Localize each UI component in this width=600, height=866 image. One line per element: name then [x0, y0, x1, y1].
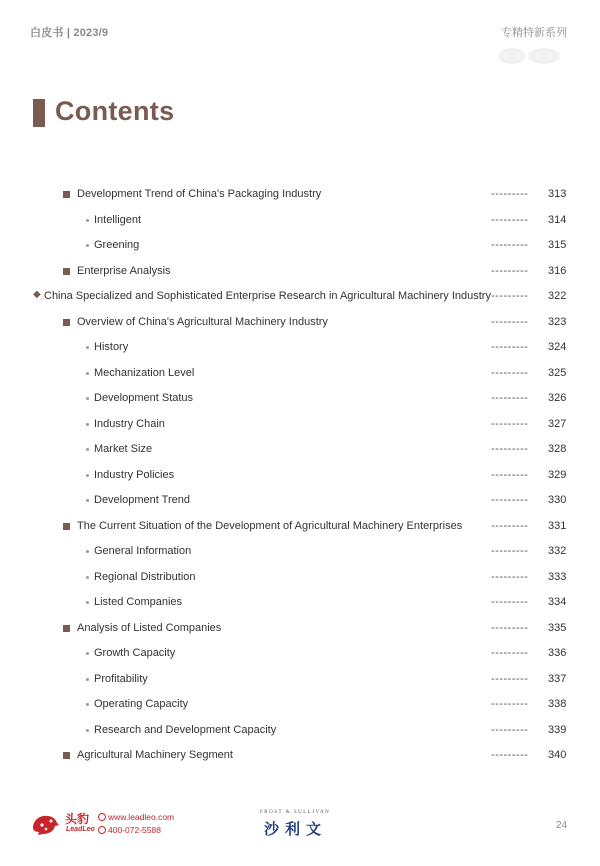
toc-page-number: 340 — [548, 749, 567, 761]
leadleo-leopard-logo-icon — [30, 808, 60, 838]
website-link[interactable]: www.leadleo.com — [108, 812, 175, 822]
toc-leader: --------- — [491, 723, 529, 736]
header-right-text: 专精特新系列 — [501, 27, 567, 39]
toc-entry-label: Agricultural Machinery Segment — [77, 749, 233, 761]
toc-page-number: 316 — [548, 264, 567, 277]
toc-leader: --------- — [491, 494, 529, 506]
toc-leader: --------- — [491, 468, 529, 481]
diamond-bullet-icon: ◆ — [33, 289, 41, 300]
phone-number: 400-072-5588 — [108, 825, 161, 835]
dot-bullet-icon — [86, 576, 89, 579]
dot-bullet-icon — [86, 474, 89, 477]
toc-page-number: 313 — [548, 188, 567, 200]
watermark-logo-icon — [494, 44, 564, 66]
toc-page-number: 330 — [548, 494, 567, 506]
toc-entry-label: Regional Distribution — [94, 570, 196, 583]
toc-row[interactable] — [0, 565, 600, 590]
header-left-text: 白皮书 | 2023/9 — [30, 27, 109, 39]
toc-row[interactable] — [0, 412, 600, 437]
toc-page-number: 335 — [548, 621, 567, 634]
dot-bullet-icon — [86, 499, 89, 502]
toc-entry-label: Development Trend — [94, 494, 190, 506]
toc-leader: --------- — [491, 672, 529, 685]
toc-leader: --------- — [491, 443, 529, 455]
toc-entry-label: Growth Capacity — [94, 647, 176, 659]
toc-entry-label: Profitability — [94, 672, 148, 685]
toc-entry-label: The Current Situation of the Development of Agricultural Machinery Enterprises — [77, 519, 463, 532]
toc-row[interactable] — [0, 182, 600, 207]
toc-row[interactable] — [0, 284, 600, 309]
toc-row[interactable] — [0, 488, 600, 513]
toc-entry-label: General Information — [94, 545, 192, 557]
toc-row[interactable] — [0, 718, 600, 743]
toc-entry-label: Research and Development Capacity — [94, 723, 277, 736]
dot-bullet-icon — [86, 423, 89, 426]
toc-leader: --------- — [491, 647, 529, 659]
toc-leader: --------- — [491, 570, 529, 583]
dot-bullet-icon — [86, 729, 89, 732]
leadleo-logo-cn: 头豹 — [65, 812, 90, 826]
web-icon — [98, 813, 106, 821]
toc-leader: --------- — [491, 392, 529, 404]
toc-row[interactable] — [0, 386, 600, 411]
page-title: Contents — [55, 96, 175, 126]
toc-entry-label: Mechanization Level — [94, 366, 195, 379]
toc-page-number: 328 — [548, 443, 567, 455]
toc-entry-label: Development Status — [94, 392, 194, 404]
toc-entry-label: Greening — [94, 239, 140, 251]
toc-leader: --------- — [491, 341, 529, 353]
toc-page-number: 331 — [548, 519, 567, 532]
dot-bullet-icon — [86, 678, 89, 681]
page-number: 24 — [556, 820, 568, 831]
square-bullet-icon — [63, 523, 70, 530]
toc-row[interactable] — [0, 667, 600, 692]
toc-entry-label: Analysis of Listed Companies — [77, 621, 222, 634]
toc-row[interactable] — [0, 208, 600, 233]
toc-page-number: 332 — [548, 545, 567, 557]
toc-page-number: 338 — [548, 698, 567, 710]
toc-row[interactable] — [0, 539, 600, 564]
toc-row[interactable] — [0, 692, 600, 717]
square-bullet-icon — [63, 625, 70, 632]
toc-entry-label: China Specialized and Sophisticated Enterprise Research in Agricultural Machinery Industry — [44, 290, 491, 302]
toc-leader: --------- — [491, 290, 529, 302]
toc-entry-label: Industry Chain — [94, 417, 165, 430]
toc-leader: --------- — [491, 264, 529, 277]
toc-row[interactable] — [0, 233, 600, 258]
toc-page-number: 325 — [548, 366, 567, 379]
toc-row[interactable] — [0, 590, 600, 615]
toc-entry-label: Industry Policies — [94, 468, 175, 481]
toc-page-number: 327 — [548, 417, 567, 430]
toc-row[interactable] — [0, 310, 600, 335]
toc-entry-label: Enterprise Analysis — [77, 264, 171, 277]
toc-page-number: 334 — [548, 596, 567, 608]
toc-page-number: 323 — [548, 315, 567, 328]
toc-leader: --------- — [491, 239, 529, 251]
toc-page-number: 326 — [548, 392, 567, 404]
toc-entry-label: Overview of China's Agricultural Machinery Industry — [77, 315, 328, 328]
toc-leader: --------- — [491, 621, 529, 634]
toc-page-number: 314 — [548, 213, 567, 226]
square-bullet-icon — [63, 191, 70, 198]
toc-leader: --------- — [491, 749, 529, 761]
toc-row[interactable] — [0, 616, 600, 641]
dot-bullet-icon — [86, 652, 89, 655]
dot-bullet-icon — [86, 550, 89, 553]
toc-row[interactable] — [0, 743, 600, 768]
toc-leader: --------- — [491, 596, 529, 608]
contact-info — [98, 811, 174, 837]
toc-page-number: 339 — [548, 723, 567, 736]
toc-row[interactable] — [0, 335, 600, 360]
toc-row[interactable] — [0, 463, 600, 488]
toc-entry-label: History — [94, 341, 129, 353]
dot-bullet-icon — [86, 244, 89, 247]
square-bullet-icon — [63, 319, 70, 326]
toc-leader: --------- — [491, 188, 529, 200]
toc-row[interactable] — [0, 361, 600, 386]
dot-bullet-icon — [86, 219, 89, 222]
toc-entry-label: Listed Companies — [94, 596, 183, 608]
toc-leader: --------- — [491, 698, 529, 710]
toc-row[interactable] — [0, 259, 600, 284]
toc-page-number: 315 — [548, 239, 567, 251]
toc-page-number: 324 — [548, 341, 567, 353]
partner-logo-en: FROST & SULLIVAN — [260, 810, 331, 815]
partner-logo-cn: 沙利文 — [264, 821, 328, 838]
leadleo-logo-en: LeadLeo — [66, 826, 95, 833]
toc-page-number: 329 — [548, 468, 567, 481]
toc-leader: --------- — [491, 213, 529, 226]
toc-entry-label: Development Trend of China's Packaging Industry — [77, 188, 322, 200]
square-bullet-icon — [63, 268, 70, 275]
toc-entry-label: Market Size — [94, 443, 153, 455]
toc-leader: --------- — [491, 519, 529, 532]
phone-icon — [98, 826, 106, 834]
dot-bullet-icon — [86, 372, 89, 375]
square-bullet-icon — [63, 752, 70, 759]
toc-leader: --------- — [491, 315, 529, 328]
toc-row[interactable] — [0, 437, 600, 462]
toc-row[interactable] — [0, 641, 600, 666]
toc-entry-label: Operating Capacity — [94, 698, 189, 710]
title-accent-bar — [33, 99, 45, 127]
dot-bullet-icon — [86, 397, 89, 400]
toc-leader: --------- — [491, 366, 529, 379]
toc-page-number: 322 — [548, 290, 567, 302]
toc-row[interactable] — [0, 514, 600, 539]
toc-page-number: 336 — [548, 647, 567, 659]
toc-page-number: 333 — [548, 570, 567, 583]
dot-bullet-icon — [86, 601, 89, 604]
dot-bullet-icon — [86, 346, 89, 349]
toc-entry-label: Intelligent — [94, 213, 142, 226]
toc-leader: --------- — [491, 545, 529, 557]
toc-page-number: 337 — [548, 672, 567, 685]
dot-bullet-icon — [86, 703, 89, 706]
toc-leader: --------- — [491, 417, 529, 430]
dot-bullet-icon — [86, 448, 89, 451]
